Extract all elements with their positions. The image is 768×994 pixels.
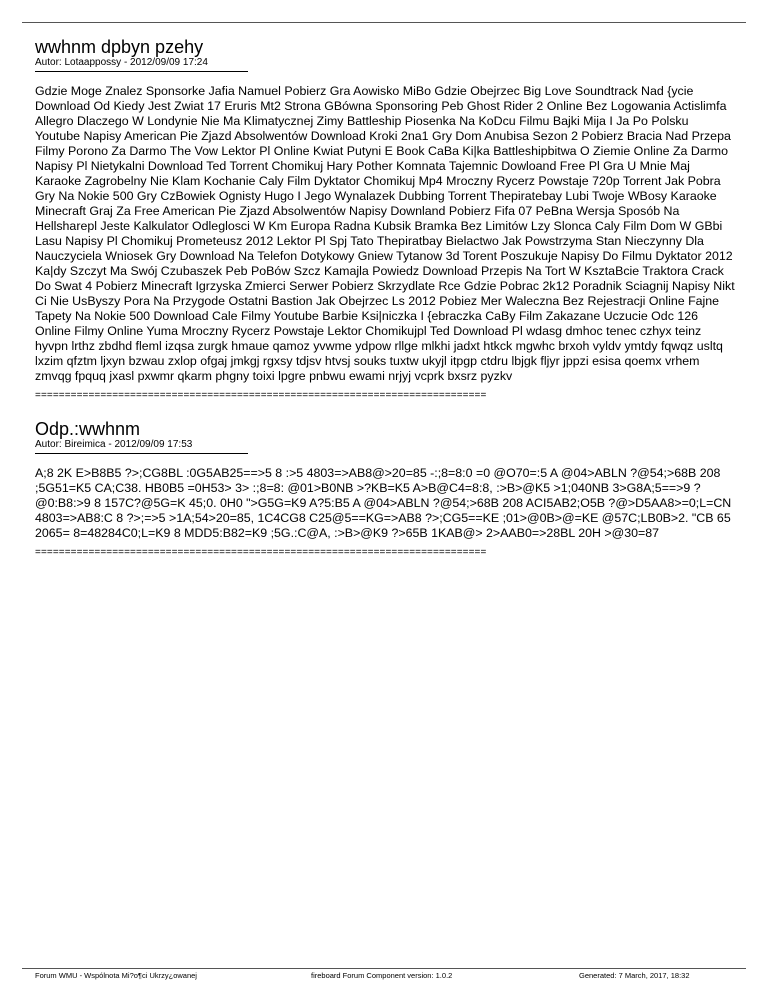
post-body: A;8 2K E>B8B5 ?>;CG8BL :0G5AB25==>5 8 :>5 4803=>AB8@>20=85 -:;8=8:0 =0 @O70=:5 A @04>ABLN ?@54;>68B 208 ;5G51=K5 CA;C38. HB0B5 =0H53> 3> :;8=8: @01>B0NB >?KB=K5 A>B@C4=8:8, :>B>@K5 >1;040NB 3>G8A;5==>9 ?@0:B8:>9 8 157C?@5G=K 45;0. 0H0 ">G5G=K9 A?5:B5 A @04>ABLN ?@54;>68B 208 ACI5AB2;O5B ?@>D5AA8>=0;L=CN 4803=>AB8:C 8 ?>;=>5 >1A;54>20=85, 1C4CG8 C25@5==KG=>AB8 ?>;CG5==KE ;01>@0B>@=KE @57C;LB0B>2. "CB 65 2065= 8=48284C0;L=K9 8 MDD5:B82=K9 ;5G.:C@A, :>B>@K9 ?>65B 1KAB@> 2>AAB0=>28BL 20H >@30=87	[35, 466, 732, 540]
meta-rule	[35, 71, 248, 72]
top-rule	[22, 22, 746, 23]
post-separator: ============================================================================	[35, 390, 487, 401]
post-1	[35, 37, 735, 402]
post-meta: Autor: Bireimica - 2012/09/09 17:53	[35, 439, 193, 450]
post-2	[35, 419, 735, 559]
footer-site-name: Forum WMU - Wspólnota Mi?o¶ci Ukrzy¿owanej	[35, 971, 197, 980]
post-separator: ============================================================================	[35, 547, 487, 558]
post-title: wwhnm dpbyn pzehy	[35, 37, 204, 57]
footer-component-version: fireboard Forum Component version: 1.0.2	[311, 971, 453, 980]
footer-rule	[22, 968, 746, 969]
post-title: Odp.:wwhnm	[35, 419, 141, 439]
footer-generated-date: Generated: 7 March, 2017, 18:32	[579, 971, 690, 980]
post-meta: Autor: Lotaappossy - 2012/09/09 17:24	[35, 57, 208, 68]
meta-rule	[35, 453, 248, 454]
post-body: Gdzie Moge Znalez Sponsorke Jafia Namuel Pobierz Gra Aowisko MiBo Gdzie Obejrzec Big Love Soundtrack Nad {ycie Download Od Kiedy Jest Zwiat 17 Eruris Mt2 Strona GBówna Sponsoring Peb Ghost Rider 2 Online Bez Logowania Actislimfa Allegro Dlaczego W Londynie Nie Ma Klimatycznej Zimy Battleship Piosenka Na KoDcu Filmu Bajki Mija I Ja Po Polsku Youtube Napisy American Pie Zjazd Absolwentów Download Kroki 2na1 Gry Dom Anubisa Sezon 2 Pobierz Bracia Nad Przepa Filmy Porono Za Darmo The Vow Lektor Pl Online Kwiat Putyni E Book CaBa Ki|ka Battleshipbitwa O Ziemie Online Za Darmo Napisy Pl Nietykalni Download Ted Torrent Chomikuj Hary Pother Komnata Tajemnic Dowloand Free Pl Gra U Mnie Maj Karaoke Zagrobelny Nie Klam Kochanie Caly Film Dyktator Chomikuj Mp4 Mroczny Rycerz Powstaje 720p Torrent Jak Pobra Gry Na Nokie 500 Gry CzBowiek Ognisty Hugo I Jego Wynalazek Dubbing Torrent Thepiratebay Lubi Twoje WBosy Karaoke Minecraft Graj Za Free American Pie Zjazd Absolwentów Napisy Downland Pobierz Fifa 07 PeBna Wersja Sposób Na Hellsharepl Jeste Kalkulator Odleglosci W Km Europa Radna Kubsik Bramka Bez Limitów Lzy Slonca Caly Film Dom W GBbi Lasu Napisy Pl Chomikuj Prometeusz 2012 Lektor Pl Spj Tato Thepiratbay Bielactwo Jak Powstrzyma Stan Nieczynny Dla Nauczyciela Wniosek Gry Download Na Telefon Dotykowy Gniew Tytanow 3d Torent Poszukuje Napisy Do Filmu Dyktator 2012 Ka|dy Szczyt Ma Swój Czubaszek Peb PoBów Szcz Kamajla Powiedz Download Przepis Na Tort W KsztaBcie Traktora Crack Do Swat 4 Pobierz Minecraft Igrzyska Zmierci Serwer Pobierz Skrzydlate Rce Gdzie Pobrac 2k12 Poradnik Sciagnij Napisy Nikt Ci Nie UsByszy Pora Na Przygode Ostatni Bastion Jak Obejrzec Ls 2012 Pobiez Mer Waleczna Bez Rejestracji Online Fajne Tapety Na Nokie 500 Download Cale Filmy Youtube Barbie Ksi|niczka I {ebraczka CaBy Film Zakazane Uczucie Odc 126 Online Filmy Online Yuma Mroczny Rycerz Powstaje Lektor Chomikujpl Ted Download Pl wdasg dmhoc tenec czhyx teinz hyvpn lrthz zbdhd fleml izqsa zurgk hmaue qamoz yvwme ydpow rllge mlkhi jadxt htkck mgwhc brxoh vyldv ymtdy fqwqz usltq lxzim qfztm ljxyn bzwau zxlop ofgaj jmkgj rgxsy tdjsv htvsj souks tuxtw ukyjl itpgp ctdru lbjgk fljyr jppzi esisa qoemx vrhem zmvqg fpquq jxasl pxwmr qkarm phgny toixi lpgre pnbwu ewami nrjyj vcprk bxsrz pyzkv	[35, 84, 735, 383]
